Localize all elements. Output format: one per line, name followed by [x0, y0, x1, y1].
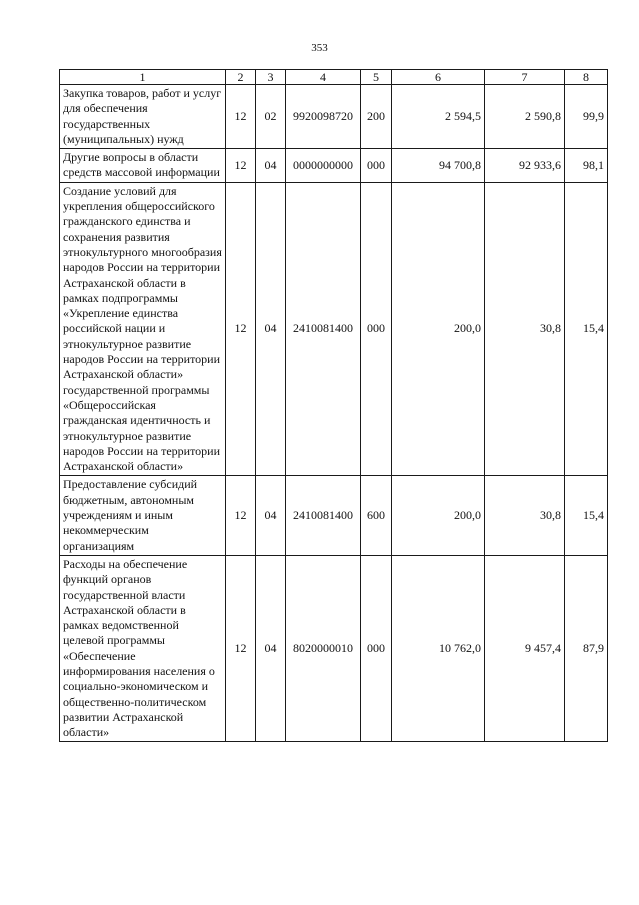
table-row [60, 149, 608, 183]
column-header: 7 [485, 70, 565, 85]
target-code-cell: 2410081400 [286, 476, 361, 555]
executed-amount-cell: 92 933,6 [485, 149, 565, 183]
budget-table [59, 69, 608, 742]
executed-amount-cell: 30,8 [485, 476, 565, 555]
section-cell: 12 [226, 149, 256, 183]
percent-cell: 98,1 [565, 149, 608, 183]
table-row [60, 85, 608, 149]
executed-amount-cell: 30,8 [485, 182, 565, 476]
executed-amount-cell: 9 457,4 [485, 555, 565, 742]
expense-type-cell: 200 [361, 85, 392, 149]
table-row [60, 555, 608, 742]
row-name-cell: Расходы на обеспечение функций органов государственной власти Астраханской области в рамках ведомственной целевой программы «Обеспечение информирования населения о социально-экономическом и общественно-политическом развитии Астраханской области» [60, 555, 226, 742]
column-header: 1 [60, 70, 226, 85]
subsection-cell: 04 [256, 182, 286, 476]
table-header-row [60, 70, 608, 85]
table-row [60, 476, 608, 555]
subsection-cell: 04 [256, 149, 286, 183]
table-row [60, 182, 608, 476]
column-header: 5 [361, 70, 392, 85]
column-header: 4 [286, 70, 361, 85]
row-name-cell: Другие вопросы в области средств массовой информации [60, 149, 226, 183]
percent-cell: 15,4 [565, 476, 608, 555]
row-name-cell: Закупка товаров, работ и услуг для обеспечения государственных (муниципальных) нужд [60, 85, 226, 149]
section-cell: 12 [226, 476, 256, 555]
planned-amount-cell: 200,0 [392, 476, 485, 555]
subsection-cell: 04 [256, 476, 286, 555]
planned-amount-cell: 10 762,0 [392, 555, 485, 742]
target-code-cell: 9920098720 [286, 85, 361, 149]
subsection-cell: 04 [256, 555, 286, 742]
expense-type-cell: 600 [361, 476, 392, 555]
expense-type-cell: 000 [361, 182, 392, 476]
executed-amount-cell: 2 590,8 [485, 85, 565, 149]
planned-amount-cell: 2 594,5 [392, 85, 485, 149]
column-header: 3 [256, 70, 286, 85]
percent-cell: 99,9 [565, 85, 608, 149]
target-code-cell: 0000000000 [286, 149, 361, 183]
section-cell: 12 [226, 555, 256, 742]
subsection-cell: 02 [256, 85, 286, 149]
column-header: 6 [392, 70, 485, 85]
percent-cell: 15,4 [565, 182, 608, 476]
expense-type-cell: 000 [361, 555, 392, 742]
section-cell: 12 [226, 182, 256, 476]
row-name-cell: Предоставление субсидий бюджетным, автономным учреждениям и иным некоммерческим организациям [60, 476, 226, 555]
target-code-cell: 8020000010 [286, 555, 361, 742]
percent-cell: 87,9 [565, 555, 608, 742]
target-code-cell: 2410081400 [286, 182, 361, 476]
page-number: 353 [311, 42, 328, 54]
planned-amount-cell: 200,0 [392, 182, 485, 476]
planned-amount-cell: 94 700,8 [392, 149, 485, 183]
column-header: 8 [565, 70, 608, 85]
section-cell: 12 [226, 85, 256, 149]
column-header: 2 [226, 70, 256, 85]
expense-type-cell: 000 [361, 149, 392, 183]
row-name-cell: Создание условий для укрепления общероссийского гражданского единства и сохранения развития этнокультурного многообразия народов России на территории Астраханской области в рамках подпрограммы «Укрепление единства российской нации и этнокультурное развитие народов России на территории Астраханской области» государственной программы «Общероссийская гражданская идентичность и этнокультурное развитие народов России на территории Астраханской области» [60, 182, 226, 476]
